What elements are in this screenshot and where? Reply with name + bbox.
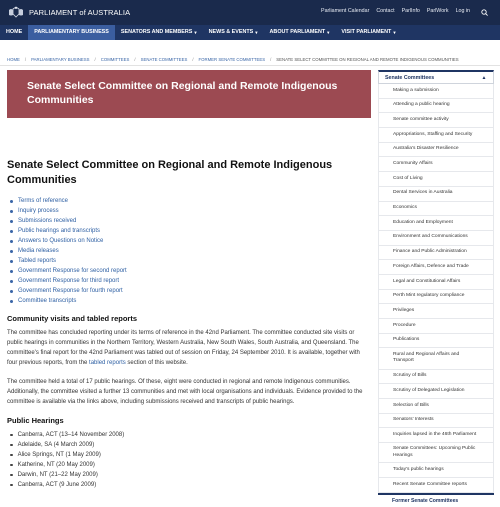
sidebar-item-finance-public-admin[interactable]: Finance and Public Administration: [378, 246, 494, 261]
page-title: Senate Select Committee on Regional and Remote Indigenous Communities: [7, 159, 333, 186]
link-inquiry-process[interactable]: Inquiry process: [18, 208, 59, 214]
bullet-icon: [10, 454, 13, 457]
link-parlinfo[interactable]: ParlInfo: [401, 8, 420, 14]
sidebar-item-senators-interests[interactable]: Senators' Interests: [378, 414, 494, 429]
bullet-icon: [10, 220, 13, 223]
breadcrumb-home[interactable]: HOME: [7, 57, 20, 62]
sidebar-item-cost-of-living[interactable]: Cost of Living: [378, 172, 494, 187]
paragraph: [7, 328, 371, 368]
divider: [0, 65, 500, 66]
link-answers-questions[interactable]: Answers to Questions on Notice: [18, 238, 104, 244]
sidebar-item-economics[interactable]: Economics: [378, 202, 494, 217]
chevron-down-icon: ▾: [255, 30, 258, 35]
link-government-response-third[interactable]: Government Response for third report: [18, 278, 120, 284]
sidebar-header[interactable]: [378, 70, 494, 84]
bullet-icon: [10, 270, 13, 273]
link-submissions-received[interactable]: Submissions received: [18, 218, 77, 224]
breadcrumb-separator: /: [24, 57, 27, 62]
list-item: [7, 226, 371, 236]
sidebar-item-attending-hearing[interactable]: Attending a public hearing: [378, 99, 494, 114]
link-terms-of-reference[interactable]: Terms of reference: [18, 198, 69, 204]
link-tabled-reports-inline[interactable]: tabled reports: [89, 360, 126, 366]
sidebar-item-inquiries-lapsed[interactable]: Inquiries lapsed in the 46th Parliament: [378, 428, 494, 443]
page-banner: [7, 70, 371, 118]
hearings-list: [7, 430, 371, 490]
sidebar-item-privileges[interactable]: Privileges: [378, 304, 494, 319]
sidebar-item-legal-constitutional[interactable]: Legal and Constitutional Affairs: [378, 275, 494, 290]
hearing-text: Canberra, ACT (9 June 2009): [17, 482, 97, 488]
list-item: [7, 450, 371, 460]
bullet-icon: [10, 200, 13, 203]
link-government-response-second[interactable]: Government Response for second report: [18, 268, 127, 274]
sidebar-item-perth-mint[interactable]: Perth Mint regulatory compliance: [378, 290, 494, 305]
list-item: [7, 286, 371, 296]
sidebar: [378, 70, 494, 504]
chevron-down-icon: ▾: [393, 30, 396, 35]
bullet-icon: [10, 230, 13, 233]
nav-visit-parliament[interactable]: [335, 25, 401, 40]
top-bar: [0, 0, 500, 25]
sidebar-item-scrutiny-bills[interactable]: Scrutiny of Bills: [378, 370, 494, 385]
nav-home[interactable]: [0, 25, 28, 40]
sidebar-item-dental-services[interactable]: Dental Services in Australia: [378, 187, 494, 202]
bullet-icon: [10, 464, 13, 467]
nav-label: ABOUT PARLIAMENT: [269, 29, 326, 35]
list-item: [7, 430, 371, 440]
list-item: [7, 216, 371, 226]
sidebar-item-rural-regional[interactable]: Rural and Regional Affairs and Transport: [378, 348, 494, 369]
main-content: [7, 158, 371, 490]
sidebar-item-environment-communications[interactable]: Environment and Communications: [378, 231, 494, 246]
sidebar-item-recent-reports[interactable]: Recent Senate Committee reports: [378, 478, 494, 493]
sidebar-item-appropriations[interactable]: Appropriations, Staffing and Security: [378, 128, 494, 143]
bullet-icon: [10, 474, 13, 477]
nav-news-events[interactable]: [203, 25, 264, 40]
list-item: [7, 236, 371, 246]
paragraph: The committee held a total of 17 public hearings. Of these, eight were conducted in regional and remote Indigenous communities. Additionally, the committee visited a further 13 communities and met with local organisations and individuals. Evidence provided to the committee is available via the links above, including submissions received and transcripts of public hearings.: [7, 379, 363, 405]
nav-label: VISIT PARLIAMENT: [341, 29, 392, 35]
list-item: [7, 266, 371, 276]
sidebar-item-committee-activity[interactable]: Senate committee activity: [378, 113, 494, 128]
section-heading: Public Hearings: [7, 416, 64, 425]
nav-label: PARLIAMENTARY BUSINESS: [34, 29, 109, 35]
logo-text: PARLIAMENT of AUSTRALIA: [29, 8, 131, 17]
bullet-icon: [10, 484, 13, 487]
nav-label: SENATORS AND MEMBERS: [120, 29, 193, 35]
bullet-icon: [10, 260, 13, 263]
site-logo[interactable]: [8, 6, 130, 19]
bullet-icon: [10, 280, 13, 283]
breadcrumb: [7, 57, 459, 62]
breadcrumb-separator: /: [94, 57, 96, 62]
paragraph-text: section of this website.: [125, 360, 188, 366]
bullet-icon: [10, 444, 13, 447]
hearing-text: Alice Springs, NT (1 May 2009): [17, 452, 101, 458]
nav-senators-and-members[interactable]: [115, 25, 203, 40]
nav-parliamentary-business[interactable]: [28, 25, 115, 40]
hearing-text: Katherine, NT (20 May 2009): [17, 462, 95, 468]
link-tabled-reports[interactable]: Tabled reports: [18, 258, 57, 264]
link-contact[interactable]: Contact: [376, 8, 395, 14]
sidebar-item-foreign-affairs[interactable]: Foreign Affairs, Defence and Trade: [378, 260, 494, 275]
list-item: [7, 206, 371, 216]
sidebar-item-upcoming-hearings[interactable]: Senate Committees: Upcoming Public Hearings: [378, 443, 494, 463]
breadcrumb-separator: /: [270, 57, 272, 62]
coat-of-arms-icon: [8, 6, 24, 19]
list-item: [7, 460, 371, 470]
link-government-response-fourth[interactable]: Government Response for fourth report: [18, 288, 123, 294]
list-item: [7, 246, 371, 256]
hearing-text: Adelaide, SA (4 March 2009): [17, 442, 95, 448]
sidebar-item-selection-bills[interactable]: Selection of Bills: [378, 399, 494, 414]
sidebar-item-scrutiny-delegated[interactable]: Scrutiny of Delegated Legislation: [378, 384, 494, 399]
sidebar-item-disaster-resilience[interactable]: Australia's Disaster Resilience: [378, 143, 494, 158]
bullet-icon: [10, 250, 13, 253]
link-parliament-calendar[interactable]: Parliament Calendar: [321, 8, 370, 14]
bullet-icon: [10, 290, 13, 293]
link-committee-transcripts[interactable]: Committee transcripts: [18, 298, 77, 304]
breadcrumb-parliamentary-business[interactable]: PARLIAMENTARY BUSINESS: [31, 57, 90, 62]
chevron-down-icon: ▾: [194, 30, 197, 35]
link-media-releases[interactable]: Media releases: [18, 248, 59, 254]
list-item: [7, 256, 371, 266]
hearing-text: Darwin, NT (21–22 May 2009): [17, 472, 98, 478]
nav-about-parliament[interactable]: [264, 25, 336, 40]
sidebar-item-procedure[interactable]: Procedure: [378, 319, 494, 334]
section-heading: Community visits and tabled reports: [7, 314, 138, 323]
utility-links: [321, 8, 470, 14]
breadcrumb-committees[interactable]: COMMITTEES: [100, 57, 130, 62]
link-parlwork[interactable]: ParlWork: [426, 8, 449, 14]
list-item: [7, 296, 371, 306]
list-item: [7, 276, 371, 286]
link-log-in[interactable]: Log in: [455, 8, 470, 14]
chevron-down-icon: ▾: [327, 30, 330, 35]
bullet-icon: [10, 300, 13, 303]
banner-title: Senate Select Committee on Regional and Remote Indigenous Communities: [27, 80, 338, 106]
search-icon[interactable]: [481, 9, 488, 16]
sidebar-item-education-employment[interactable]: Education and Employment: [378, 216, 494, 231]
main-navigation: [0, 25, 500, 40]
nav-label: HOME: [6, 29, 23, 35]
list-item: [7, 440, 371, 450]
sidebar-item-former-committees[interactable]: Former Senate Committees: [378, 493, 494, 507]
bullet-icon: [10, 210, 13, 213]
chevron-up-icon[interactable]: ▲: [481, 74, 487, 81]
sidebar-item-todays-hearings[interactable]: Today's public hearings: [378, 463, 494, 478]
list-item: [7, 480, 371, 490]
sidebar-item-making-submission[interactable]: Making a submission: [378, 84, 494, 99]
sidebar-item-community-affairs[interactable]: Community Affairs: [378, 157, 494, 172]
list-item: [7, 470, 371, 480]
paragraph-text: The committee has concluded reporting under its terms of reference in the 42nd Parliament. The committee conducted site visits or public hearings in communities in the Northern Territory, Western Australia, New South Wales, South Australia, and Queensland. The committee's final report for the 42nd Parliament was tabled out of session on Friday, 24 September 2010. It is available, together with four previous reports, from the: [7, 330, 360, 366]
breadcrumb-senate-committees[interactable]: SENATE COMMITTEES: [140, 57, 188, 62]
nav-label: NEWS & EVENTS: [208, 29, 254, 35]
bullet-icon: [10, 434, 13, 437]
committee-links: [7, 196, 371, 306]
breadcrumb-separator: /: [192, 57, 194, 62]
list-item: [7, 196, 371, 206]
breadcrumb-separator: /: [134, 57, 136, 62]
bullet-icon: [10, 240, 13, 243]
breadcrumb-former-senate-committees[interactable]: FORMER SENATE COMMITTEES: [198, 57, 266, 62]
sidebar-item-publications[interactable]: Publications: [378, 334, 494, 349]
sidebar-heading: Senate Committees: [385, 74, 435, 81]
link-public-hearings[interactable]: Public hearings and transcripts: [18, 228, 101, 234]
breadcrumb-current: SENATE SELECT COMMITTEE ON REGIONAL AND REMOTE INDIGENOUS COMMUNITIES: [276, 57, 459, 62]
hearing-text: Canberra, ACT (13–14 November 2008): [17, 432, 125, 438]
